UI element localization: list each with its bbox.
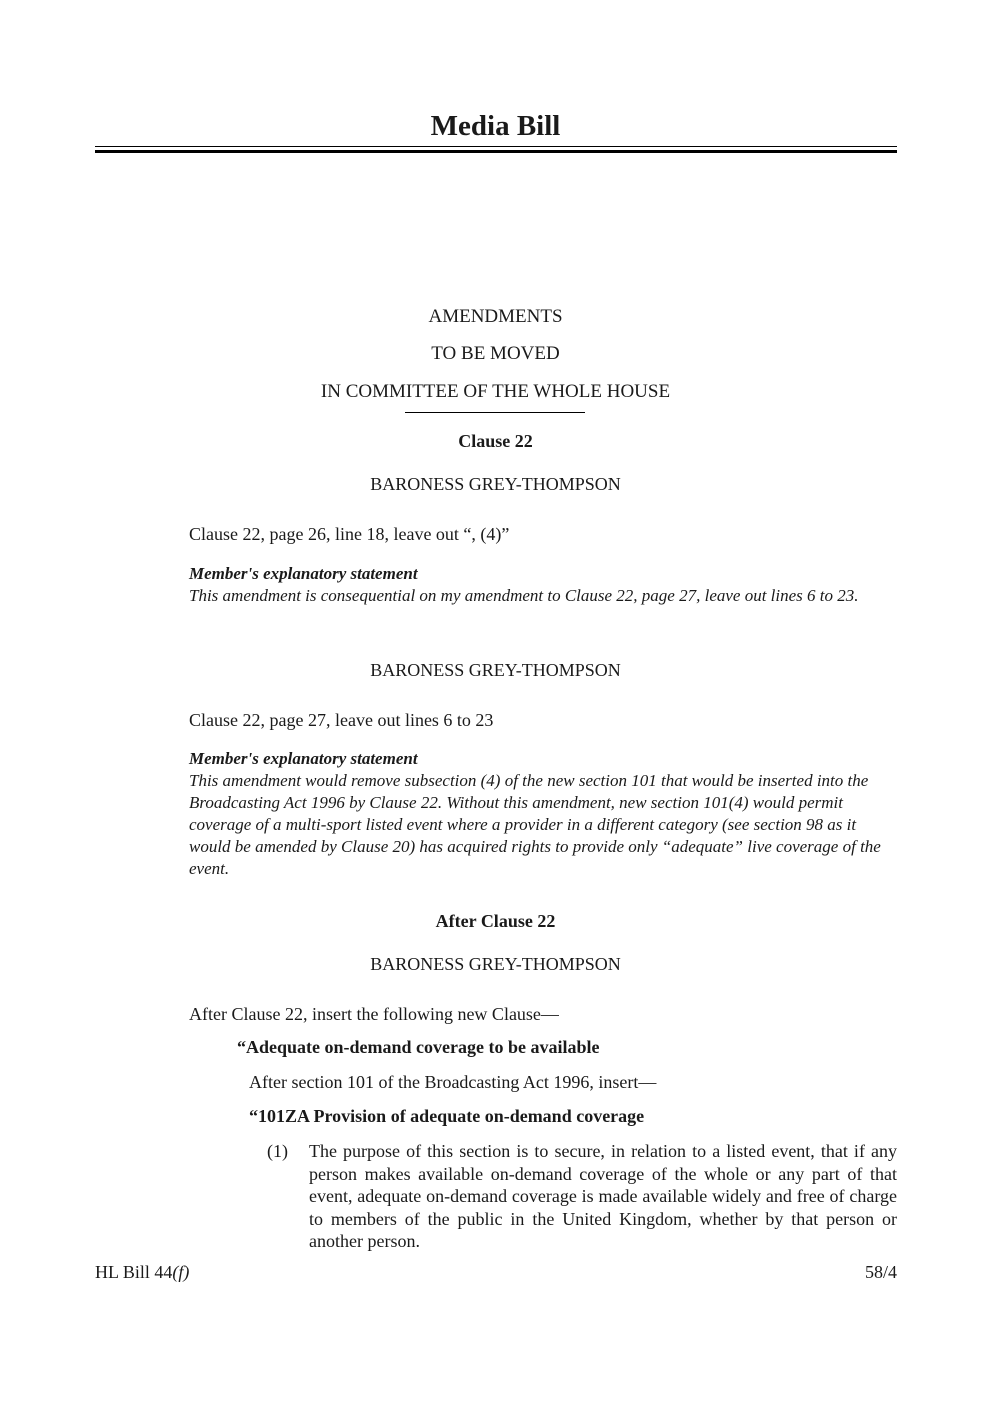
subsection-text: The purpose of this section is to secure, in relation to a listed event, that if any person makes available on-demand coverage of the whole or any part of that event, adequate on-demand coverage is made available widely and free of charge to members of the public in the United Kingdom, whether by that person or another person. bbox=[309, 1141, 897, 1251]
heading-divider bbox=[405, 412, 585, 413]
explanatory-statement bbox=[189, 748, 901, 880]
title-rule-thin bbox=[95, 146, 897, 147]
document-title: Media Bill bbox=[430, 110, 561, 142]
statement-text: This amendment would remove subsection (4) of the new section 101 that would be inserted into the Broadcasting Act 1996 by Clause 22. Without this amendment, new section 101(4) would permit coverage of a multi-sport listed event where a provider in a different category (see section 98 as it would be amended by Clause 20) has acquired rights to provide only “adequate” live coverage of the event. bbox=[189, 771, 881, 878]
new-clause-title: “Adequate on-demand coverage to be available bbox=[237, 1037, 600, 1057]
heading-to-be-moved: TO BE MOVED bbox=[431, 343, 560, 364]
bill-ref-suffix: (f) bbox=[172, 1262, 190, 1282]
statement-heading: Member's explanatory statement bbox=[189, 749, 418, 768]
statement-heading: Member's explanatory statement bbox=[189, 564, 418, 583]
title-rule-thick bbox=[95, 150, 897, 153]
member-name: BARONESS GREY-THOMPSON bbox=[370, 954, 621, 974]
member-name: BARONESS GREY-THOMPSON bbox=[370, 474, 621, 494]
clause-heading: After Clause 22 bbox=[435, 911, 556, 931]
page-reference: 58/4 bbox=[864, 1262, 897, 1282]
bill-reference bbox=[95, 1261, 189, 1283]
insert-instruction: After section 101 of the Broadcasting Act 1996, insert— bbox=[249, 1072, 657, 1092]
clause-heading: Clause 22 bbox=[458, 431, 533, 451]
bill-ref-text: HL Bill 44 bbox=[95, 1262, 173, 1282]
heading-committee: IN COMMITTEE OF THE WHOLE HOUSE bbox=[320, 381, 671, 402]
explanatory-statement bbox=[189, 563, 901, 607]
section-title: “101ZA Provision of adequate on-demand coverage bbox=[249, 1106, 645, 1126]
amendment-text: Clause 22, page 26, line 18, leave out “, (4)” bbox=[189, 524, 510, 544]
amendment-text: Clause 22, page 27, leave out lines 6 to 23 bbox=[189, 710, 494, 730]
member-name: BARONESS GREY-THOMPSON bbox=[370, 660, 621, 680]
subsection-number: (1) bbox=[267, 1141, 288, 1161]
amendment-text: After Clause 22, insert the following new Clause— bbox=[189, 1004, 559, 1024]
statement-text: This amendment is consequential on my amendment to Clause 22, page 27, leave out lines 6 to 23. bbox=[189, 586, 859, 605]
heading-amendments: AMENDMENTS bbox=[428, 306, 563, 327]
